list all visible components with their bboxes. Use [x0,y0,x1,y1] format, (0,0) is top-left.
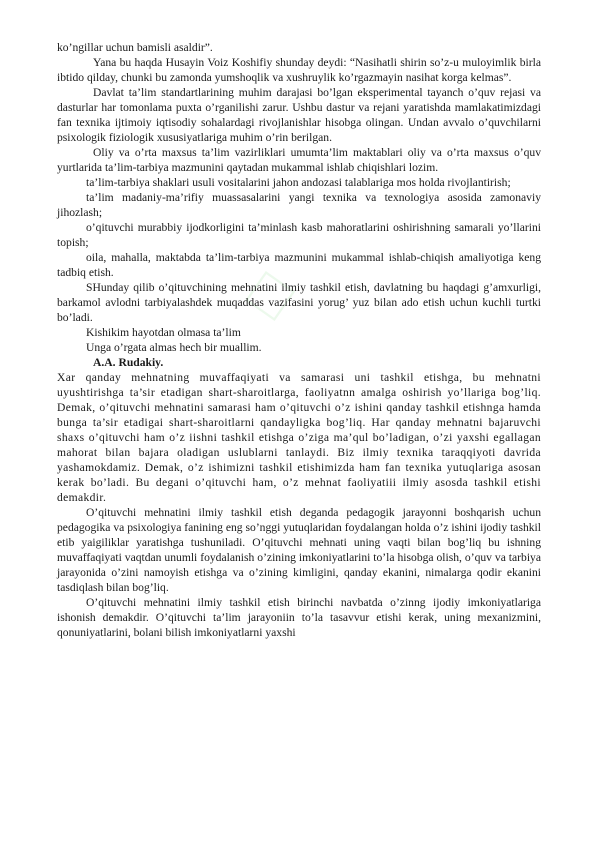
poem-line: Unga o’rgata almas hech bir muallim. [86,341,262,354]
poem-line: Kishikim hayotdan olmasa ta’lim [86,326,241,339]
paragraph: Yana bu haqda Husayin Voiz Koshifiy shunday deydi: “Nasihatli shirin so’z-u muloyimlik birla ibtido qilday, chunki bu zamonda yumshoqlik va xushruylik ko’rgazmayin nasihat korga kelmas”. [57,56,541,84]
paragraph: O’qituvchi mehnatini ilmiy tashkil etish birinchi navbatda o’zinng ijodiy imkoniyatlariga ishonish demakdir. O’qituvchi ta’lim jarayoniin to’la tasavvur etishi kerak, uning mexanizmini, qonuniyatlarini, bolani bilish imkoniyatlarni yaxshi [57,596,541,639]
paragraph: Davlat ta’lim standartlarining muhim darajasi bo’lgan eksperimental tayanch o’quv rejasi va dasturlar har tomonlama puxta o’rganilishi zarur. Ushbu dastur va rejani yaratishda mamlakatimizdagi fan texnika ijtimoiy iqtisodiy sohalardagi rivojlanishlar hisobga olingan. Undan avvalo o’quvchilarni psixologik fiziologik xususiyatlariga muhim o’rin berilgan. [57,86,541,144]
paragraph: Xar qanday mehnatning muvaffaqiyati va samarasi uni tashkil etishga, bu mehnatni uyushtirishga ta’sir etadigan shart-sharoitlarga, faoliyatnn amalga oshirish yo’llariga bog’liq. Demak, o’qituvchi mehnatini samarasi ham o’qituvchi o’z ishini qanday tashkil etishnga hamda bunga ta’sir etadigai shart-sharoitlarni qandayligka bog’liq. Har qanday mehnatni bajaruvchi shaxs o’qituvchi ham o’z iishni tashkil etishga o’ziga ma’qul bo’ladigan, o’zi yaxshi egallagan mahorat bilan bajara oladigan uslublarni tanlaydi. Biz ilmiy texnika taraqqiyoti davrida yashamokdamiz. Demak, o’z ishimizni tashkil etishimizda ham fan texnika yutuqlariga asosan kerak bo’ladi. Bu degani o’qituvchi ham, o’z mehnat faoliyatiii ilmiy asosda tashkil etishi demakdir. [57,371,541,504]
paragraph: ko’ngillar uchun bamisli asaldir”. [57,41,213,54]
poem-author: A.A. Rudakiy. [93,356,164,369]
paragraph: Oliy va o’rta maxsus ta’lim vazirliklari umumta’lim maktablari oliy va o’rta maxsus o’quv yurtlarida ta’lim-tarbiya mazmunini qaytadan mukammal ishlab chiqishlari lozim. [57,146,541,174]
document-page [57,40,541,640]
list-item: oila, mahalla, maktabda ta’lim-tarbiya mazmunini mukammal ishlab-chiqish amaliyotiga keng tadbiq etish. [57,251,541,279]
paragraph: SHunday qilib o’qituvchining mehnatini ilmiy tashkil etish, davlatning bu haqdagi g’amxurligi, barkamol avlodni tarbiyalashdek muqaddas vazifasini yorug’ yuz bilan ado etish uchun kuchli turtki bo’ladi. [57,281,541,324]
paragraph: O’qituvchi mehnatini ilmiy tashkil etish deganda pedagogik jarayonni boshqarish uchun pedagogika va psixologiya fanining eng so’nggi yutuqlaridan foydalangan holda o’z ishini ijodiy tashkil etib yaigiliklar yaratishga tushuniladi. O’qituvchi mehnati uning vaqti bilan bog’liq bu ishning muvaffaqiyati vaqtdan unumli foydalanish o’zining imkoniyatlarini to’la hisobga olish, o’quv va tarbiya jarayonida o’zini namoyish etishga va o’zining kimligini, qanday ekanini, nimalarga qodir ekanini tasdiqlash bilan bog’liq. [57,506,541,594]
watermark: □ [230,260,306,329]
list-item: o’qituvchi murabbiy ijodkorligini ta’minlash kasb mahoratlarini oshirishning samarali yo’llarini topish; [57,221,541,249]
list-item: ta’lim-tarbiya shaklari usuli vositalarini jahon andozasi talablariga mos holda rivojlantirish; [86,176,511,189]
list-item: ta’lim madaniy-ma’rifiy muassasalarini yangi texnika va texnologiya asosida zamonaviy jihozlash; [57,191,541,219]
